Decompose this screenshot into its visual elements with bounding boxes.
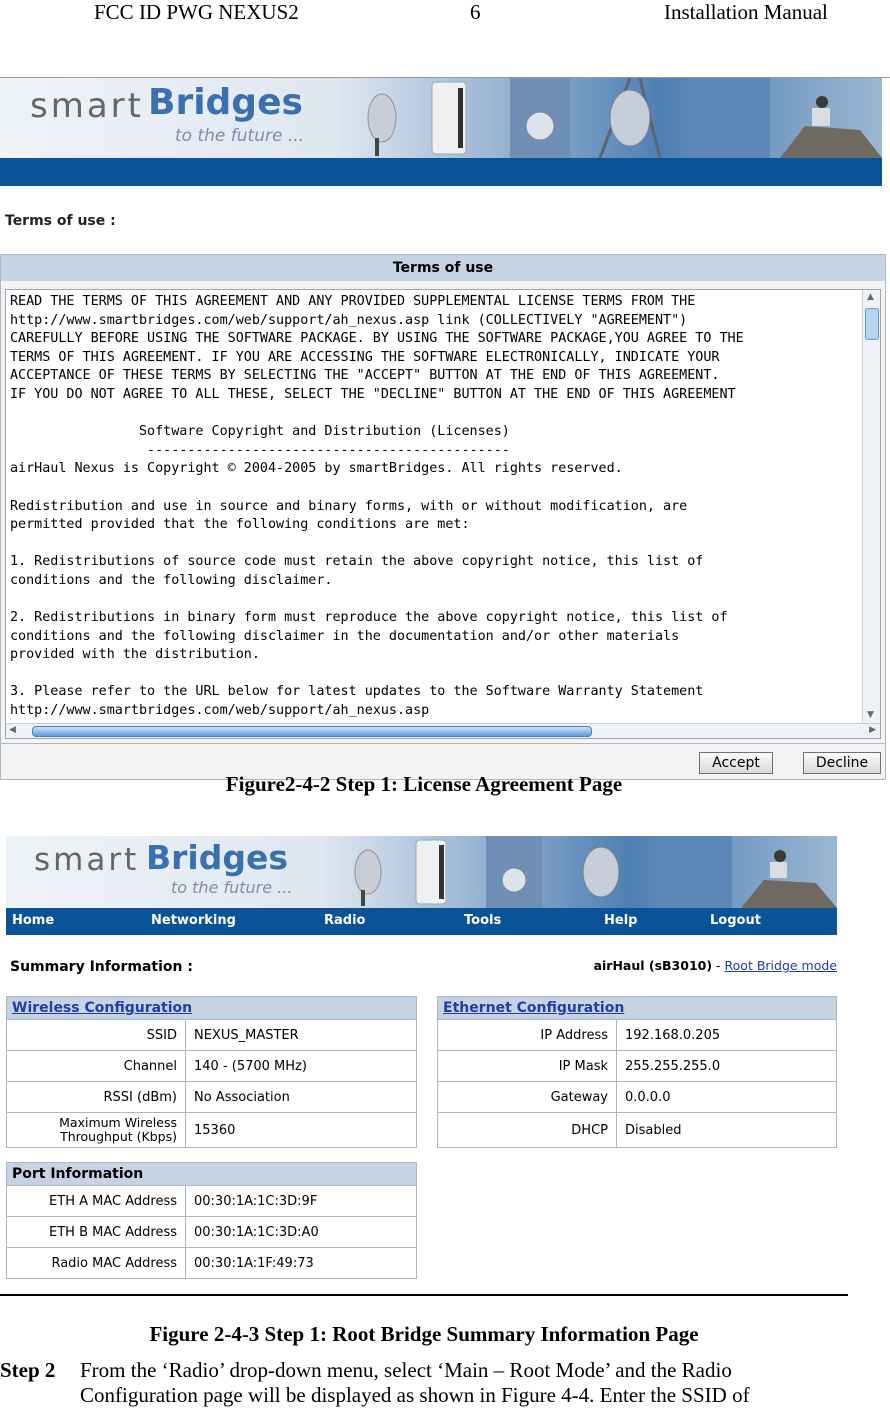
table-row [7, 1186, 417, 1217]
summary-banner [6, 836, 837, 908]
terms-text-line: Software Copyright and Distribution (Licenses) [10, 424, 510, 440]
device-name: airHaul (sB3010) [593, 958, 713, 973]
radio-mac-value: 00:30:1A:1F:49:73 [186, 1248, 417, 1279]
terms-section-label: Terms of use : [5, 213, 116, 229]
terms-text-line: conditions and the following disclaimer in the documentation and/or other materials [10, 628, 680, 644]
step-text-line-2: Configuration page will be displayed as shown in Figure 4-4. Enter the SSID of [80, 1383, 750, 1407]
ethernet-config-link[interactable]: Ethernet Configuration [443, 1000, 625, 1016]
radio-mac-label: Radio MAC Address [7, 1248, 186, 1279]
wireless-config-header [7, 997, 417, 1020]
scroll-up-arrow-icon[interactable]: ▲ [867, 292, 874, 302]
terms-text-line: 1. Redistributions of source code must retain the above copyright notice, this list of [10, 554, 704, 570]
terms-text-line [10, 591, 744, 610]
terms-text-line [10, 405, 744, 424]
ethernet-config-header [438, 997, 837, 1020]
channel-value: 140 - (5700 MHz) [186, 1051, 417, 1082]
terms-text-line: 2. Redistributions in binary form must reproduce the above copyright notice, this list of [10, 610, 728, 626]
ip-mask-value: 255.255.255.0 [617, 1051, 837, 1082]
wireless-config-table [6, 996, 417, 1148]
banner-antenna-photo [360, 78, 882, 158]
terms-text-line: TERMS OF THIS AGREEMENT. IF YOU ARE ACCESSING THE SOFTWARE ELECTRONICALLY, INDICATE YOUR [10, 349, 720, 365]
brand-tagline-2: to the future ... [171, 878, 293, 897]
horizontal-scrollbar[interactable] [6, 723, 880, 738]
scroll-left-arrow-icon[interactable]: ◀ [9, 725, 16, 735]
section-rule [0, 1294, 848, 1296]
doc-header-fcc-id: FCC ID PWG NEXUS2 [94, 0, 299, 24]
terms-text-line: permitted provided that the following conditions are met: [10, 517, 470, 533]
table-row [7, 1113, 417, 1148]
nav-radio[interactable]: Radio [324, 913, 366, 928]
table-row [438, 1020, 837, 1051]
terms-text-line [10, 535, 744, 554]
terms-text-lines [10, 293, 744, 721]
terms-text-line: 3. Please refer to the URL below for latest updates to the Software Warranty Statement [10, 684, 704, 700]
ip-address-value: 192.168.0.205 [617, 1020, 837, 1051]
table-row [7, 1217, 417, 1248]
terms-text-line: Redistribution and use in source and binary forms, with or without modification, are [10, 498, 688, 514]
nav-tools[interactable]: Tools [464, 913, 502, 928]
figure-caption-summary: Figure 2-4-3 Step 1: Root Bridge Summary Information Page [149, 1322, 699, 1346]
dhcp-label: DHCP [438, 1113, 617, 1148]
terms-panel-divider [1, 743, 885, 744]
ip-address-label: IP Address [438, 1020, 617, 1051]
terms-panel [0, 254, 886, 780]
channel-label: Channel [7, 1051, 186, 1082]
rssi-value: No Association [186, 1082, 417, 1113]
eth-a-mac-value: 00:30:1A:1C:3D:9F [186, 1186, 417, 1217]
terms-text-line: CAREFULLY BEFORE USING THE SOFTWARE PACKAGE. BY USING THE SOFTWARE PACKAGE,YOU AGREE TO THE [10, 331, 744, 347]
table-row [438, 1051, 837, 1082]
gateway-value: 0.0.0.0 [617, 1082, 837, 1113]
terms-text-line: --------------------------------------------- [10, 442, 510, 458]
eth-a-mac-label: ETH A MAC Address [7, 1186, 186, 1217]
table-row [7, 1248, 417, 1279]
table-row [438, 1082, 837, 1113]
ethernet-config-table [437, 996, 837, 1148]
terms-text-line: READ THE TERMS OF THIS AGREEMENT AND ANY PROVIDED SUPPLEMENTAL LICENSE TERMS FROM THE [10, 294, 696, 309]
rssi-label: RSSI (dBm) [7, 1082, 186, 1113]
gateway-label: Gateway [438, 1082, 617, 1113]
terms-text-line: airHaul Nexus is Copyright © 2004-2005 by smartBridges. All rights reserved. [10, 461, 623, 477]
figure-caption-license: Figure2-4-2 Step 1: License Agreement Page [225, 772, 623, 796]
eth-b-mac-label: ETH B MAC Address [7, 1217, 186, 1248]
port-info-header: Port Information [7, 1163, 417, 1186]
scroll-right-arrow-icon[interactable]: ▶ [869, 725, 876, 735]
doc-header-manual-title: Installation Manual [664, 0, 828, 24]
device-separator: - [712, 958, 725, 973]
nav-help[interactable]: Help [604, 913, 638, 928]
ip-mask-label: IP Mask [438, 1051, 617, 1082]
scroll-down-arrow-icon[interactable]: ▼ [867, 710, 874, 720]
brand-smart-text: smart [30, 86, 144, 126]
vertical-scrollbar[interactable] [862, 290, 880, 724]
table-row [7, 1051, 417, 1082]
nav-home[interactable]: Home [12, 913, 55, 928]
terms-text-line: ACCEPTANCE OF THESE TERMS BY SELECTING THE "ACCEPT" BUTTON AT THE END OF THIS AGREEMENT. [10, 368, 720, 384]
brand-tagline: to the future ... [175, 126, 305, 146]
terms-text-line: http://www.smartbridges.com/web/support/ah_nexus.asp link (COLLECTIVELY "AGREEMENT") [10, 312, 688, 328]
decline-button[interactable]: Decline [803, 752, 881, 774]
throughput-value: 15360 [186, 1113, 417, 1148]
step-label: Step 2 [0, 1358, 56, 1382]
terms-text-line [10, 479, 744, 498]
table-row [7, 1020, 417, 1051]
brand-bridges-text-2: Bridges [146, 838, 289, 877]
terms-text-line: IF YOU DO NOT AGREE TO ALL THESE, SELECT THE "DECLINE" BUTTON AT THE END OF THIS AGREEMENT [10, 386, 736, 402]
device-mode-line [594, 958, 837, 973]
nav-networking[interactable]: Networking [151, 913, 236, 928]
terms-text-line: conditions and the following disclaimer. [10, 572, 333, 588]
eth-b-mac-value: 00:30:1A:1C:3D:A0 [186, 1217, 417, 1248]
brand-bridges-text: Bridges [148, 82, 303, 123]
terms-text-line: http://www.smartbridges.com/web/support/ah_nexus.asp [10, 703, 430, 719]
ssid-value: NEXUS_MASTER [186, 1020, 417, 1051]
terms-text-line: provided with the distribution. [10, 647, 260, 663]
summary-title: Summary Information : [10, 959, 193, 975]
step-text-line-1: From the ‘Radio’ drop-down menu, select ‘Main – Root Mode’ and the Radio [80, 1358, 732, 1382]
license-banner [0, 78, 882, 158]
horizontal-scroll-thumb[interactable] [32, 726, 592, 737]
vertical-scroll-thumb[interactable] [865, 308, 879, 340]
accept-button[interactable]: Accept [699, 752, 773, 774]
banner-antenna-photo-2 [346, 836, 837, 908]
table-row [438, 1113, 837, 1148]
terms-textarea[interactable] [5, 289, 881, 739]
terms-text-line [10, 665, 744, 684]
doc-header-page-number: 6 [470, 0, 481, 24]
throughput-label: Maximum Wireless Throughput (Kbps) [7, 1113, 186, 1148]
terms-panel-title: Terms of use [1, 255, 885, 281]
root-bridge-mode-link[interactable]: Root Bridge mode [724, 958, 837, 973]
wireless-config-link[interactable]: Wireless Configuration [12, 1000, 193, 1016]
ssid-label: SSID [7, 1020, 186, 1051]
brand-smart-text-2: smart [34, 842, 140, 878]
table-row [7, 1082, 417, 1113]
license-nav-bar [0, 158, 882, 186]
nav-logout[interactable]: Logout [710, 913, 761, 928]
port-info-table [6, 1162, 417, 1279]
dhcp-value: Disabled [617, 1113, 837, 1148]
